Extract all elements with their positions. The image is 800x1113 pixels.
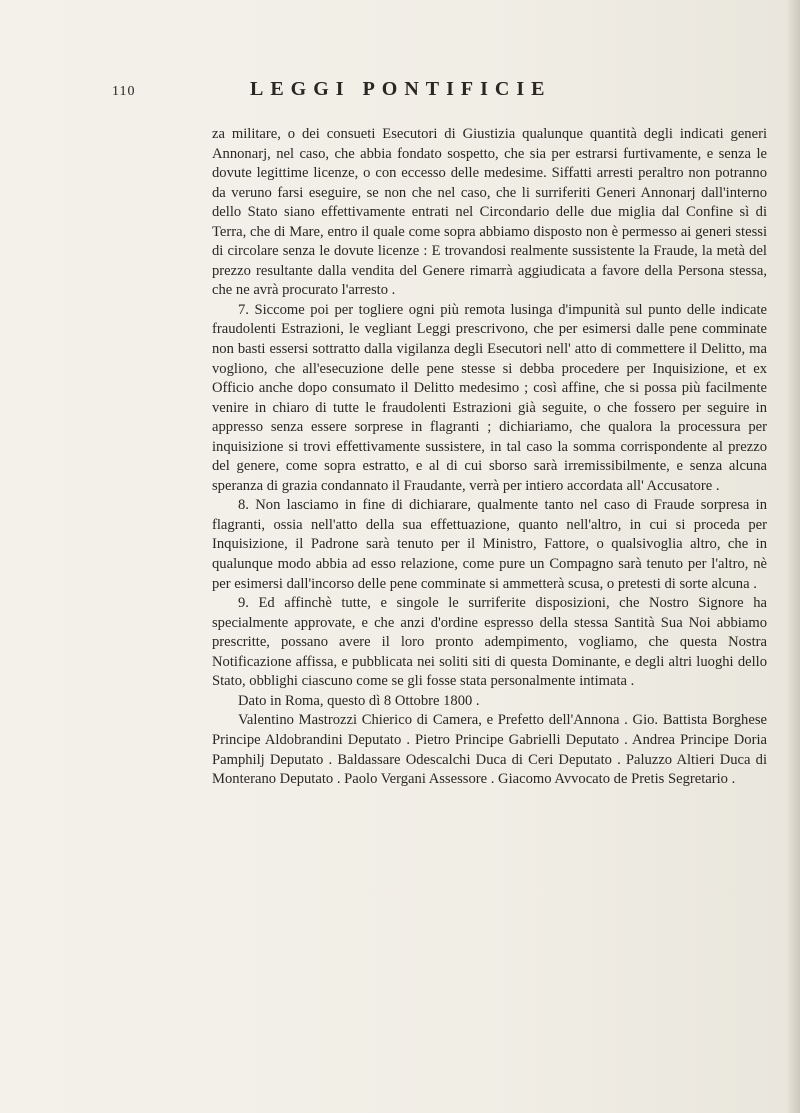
paragraph-continuation: za militare, o dei consueti Esecutori di Giustizia qualunque quantità degli indicati generi Annonarj, nel caso, che abbia fondato sospetto, che sia per estrarsi furtivamente, e senza le dovute legittime licenze, o con eccesso delle medesime. Siffatti arresti peraltro non potranno da veruno farsi eseguire, se non che nel caso, che li surriferiti Generi Annonarj dall'interno dello Stato siano effettivamente entrati nel Circondario delle due miglia dal Confine sì di Terra, che di Mare, entro il quale come sopra abbiamo disposto non è permesso ai generi stessi di circolare senza le dovute licenze : E trovandosi realmente sussistente la Fraude, la metà del prezzo resultante dalla vendita del Genere rimarrà aggiudicata a favore della Persona stessa, che ne avrà procurato l'arresto .: [212, 126, 767, 299]
paragraph-9: 9. Ed affinchè tutte, e singole le surriferite disposizioni, che Nostro Signore ha specialmente approvate, e che anzi d'ordine espresso della stessa Santità Sua Noi abbiamo prescritte, possano avere il loro pronto adempimento, vogliamo, che questa Nostra Notificazione affissa, e pubblicata nei soliti siti di questa Dominante, e degli altri luoghi dello Stato, obblighi ciascuno come se gli fosse stata personalmente intimata .: [212, 595, 767, 690]
body-text: [212, 125, 767, 790]
signatories: Valentino Mastrozzi Chierico di Camera, e Prefetto dell'Annona . Gio. Battista Borghese Principe Aldobrandini Deputato . Pietro Principe Gabrielli Deputato . Andrea Principe Doria Pamphilj Deputato . Baldassare Odescalchi Duca di Ceri Deputato . Paluzzo Altieri Duca di Monterano Deputato . Paolo Vergani Assessore . Giacomo Avvocato de Pretis Segretario .: [212, 712, 767, 788]
running-head: LEGGI PONTIFICIE: [250, 78, 552, 100]
date-line: Dato in Roma, questo dì 8 Ottobre 1800 .: [238, 692, 480, 709]
paragraph-8: 8. Non lasciamo in fine di dichiarare, qualmente tanto nel caso di Fraude sorpresa in flagranti, ossia nell'atto della sua effettuazione, quanto nell'altro, in cui si proceda per Inquisizione, il Padrone sarà tenuto per il Ministro, Fattore, o qualsivoglia altro, che in qualunque modo abbia ad esso relazione, come pure un Compagno sarà tenuto per l'altro, nè per esimersi dall'incorso delle pene comminate si ammetterà scusa, o pretesti di sorte alcuna .: [212, 497, 767, 592]
page-header: [112, 78, 752, 106]
paragraph-7: 7. Siccome poi per togliere ogni più remota lusinga d'impunità sul punto delle indicate fraudolenti Estrazioni, le vegliant Leggi prescrivono, che per esimersi dalle pene comminate non basti essersi sottratto dalla vigilanza degli Esecutori nell' atto di commettere il Delitto, ma vogliono, che all'esecuzione delle pene stesse si debba procedere per Inquisizione, et ex Officio anche dopo consumato il Delitto medesimo ; così affine, che si possa più facilmente venire in chiaro di tutte le fraudolenti Estrazioni già seguite, o che fossero per seguire in appresso senza essere sorprese in flagranti ; dichiariamo, che qualora la processura per inquisizione si trovi effettivamente sussistere, in tal caso la somma corrispondente al prezzo del genere, come sopra estratto, e al di cui sborso sarà irremissibilmente, e senza alcuna speranza di grazia condannato il Fraudante, verrà per intiero accordata all' Accusatore .: [212, 301, 767, 494]
page-number: 110: [112, 84, 136, 99]
page-binding-shadow: [786, 0, 800, 1113]
